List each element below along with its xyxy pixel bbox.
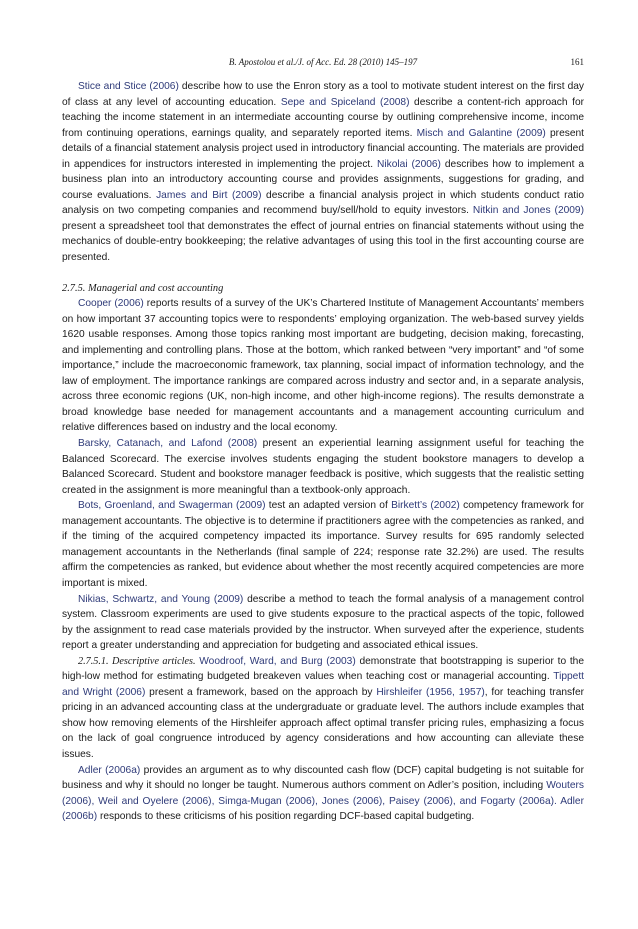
article-body: [62, 79, 584, 825]
journal-citation: B. Apostolou et al./J. of Acc. Ed. 28 (2010) 145–197: [228, 57, 418, 67]
citation-link[interactable]: Cooper (2006): [78, 298, 144, 310]
citation-link[interactable]: Nikolai (2006): [377, 158, 441, 170]
subsection-heading-descriptive-articles: 2.7.5.1. Descriptive articles.: [78, 655, 196, 667]
page-number: 161: [570, 57, 584, 67]
paragraph-bots: Bots, Groenland, and Swagerman (2009) test an adapted version of Birkett’s (2002) competency framework for management accountants. The objective is to determine if practitioners agree with the competencies as ranked, and if the timing of the acquired competency impacted its importance. Survey results for 695 randomly selected management accountants in the Netherlands (final sample of 224; response rate 32.2%) are used. The results affirm the competencies as ranked, but evidence about whether the most recently acquired competencies are more important is mixed.: [62, 500, 585, 589]
citation-link[interactable]: Nitkin and Jones (2009): [472, 205, 584, 217]
citation-link[interactable]: Woodroof, Ward, and Burg (2003): [199, 655, 356, 667]
section-heading-managerial-cost: 2.7.5. Managerial and cost accounting: [62, 282, 224, 294]
citation-link[interactable]: Hirshleifer (1956, 1957): [376, 686, 485, 698]
citation-link[interactable]: James and Birt (2009): [156, 189, 262, 201]
citation-link[interactable]: Wouters (2006), Weil and Oyelere (2006), Simga-Mugan (2006), Jones (2006), Paisey (2006), and Fogarty (2006a).: [62, 780, 584, 807]
paragraph-barsky: Barsky, Catanach, and Lafond (2008) present an experiential learning assignment useful for teaching the Balanced Scorecard. The exercise involves students engaging the student bookstore managers to develop a Balanced Scorecard. Student and bookstore manager feedback is positive, which suggests that the realistic setting created in the assignment is more meaningful than a textbook-only approach.: [62, 438, 584, 496]
citation-link[interactable]: Adler (2006b): [62, 795, 584, 823]
citation-link[interactable]: Stice and Stice (2006): [78, 81, 179, 92]
citation-link[interactable]: Misch and Galantine (2009): [416, 127, 546, 139]
citation-link[interactable]: Bots, Groenland, and Swagerman (2009): [78, 500, 266, 512]
citation-link[interactable]: Nikias, Schwartz, and Young (2009): [78, 593, 244, 605]
paragraph-nikias: Nikias, Schwartz, and Young (2009) describe a method to teach the formal analysis of a management control system. Classroom experiments are used to give students exposure to the practical aspects of the topic, followed by the assignment to read case materials provided by the instructor. When surveyed after the experience, students report a greater understanding and appreciation for budgeting and associated ethical issues.: [62, 593, 584, 652]
paragraph-descriptive-articles: 2.7.5.1. Descriptive articles. Woodroof, Ward, and Burg (2003) demonstrate that bootstrapping is superior to the high-low method for estimating budgeted breakeven values when teaching cost or managerial accounting. Tippett and Wright (2006) present a framework, based on the approach by Hirshleifer (1956, 1957), for teaching transfer pricing in an advanced accounting class at the undergraduate or graduate level. The authors include examples that show how removing elements of the Hirshleifer approach affect optimal transfer pricing rules, emphasizing a focus on the lack of goal congruence introduced by agency considerations and how accounting can alleviate these issues.: [62, 655, 585, 760]
citation-link[interactable]: Birkett’s (2002): [391, 500, 460, 512]
citation-link[interactable]: Tippett and Wright (2006): [62, 671, 584, 698]
paragraph-adler: Adler (2006a) provides an argument as to why discounted cash flow (DCF) capital budgeting is not suitable for business and why it should no longer be taught. Numerous authors comment on Adler’s position, including Wouters (2006), Weil and Oyelere (2006), Simga-Mugan (2006), Jones (2006), Paisey (2006), and Fogarty (2006a). Adler (2006b) responds to these criticisms of his position regarding DCF-based capital budgeting.: [62, 764, 584, 823]
citation-link[interactable]: Barsky, Catanach, and Lafond (2008): [78, 438, 258, 450]
paragraph-cooper: Cooper (2006) reports results of a survey of the UK’s Chartered Institute of Management Accountants’ members on how important 37 accounting topics were to respondents’ employing organization. The web-based survey yields 1620 usable responses. Among those topics ranking most important are budgeting, decision making, forecasting, and implementing and controlling plans. Those at the bottom, which ranked between “very important” and “of some importance,” include the macroeconomic framework, tax planning, social impact of information technology, and the law of employment. The importance rankings are compared across industry and sector and, in a separate analysis, across three economic regions (UK, non-high income, and other high-income regions). The results demonstrate a broad knowledge base needed for management accountants and a management accounting curriculum and relative differences based on industry and the local economy.: [62, 298, 584, 434]
citation-link[interactable]: Adler (2006a): [78, 764, 141, 776]
paragraph-financial-accounting: Stice and Stice (2006) describe how to use the Enron story as a tool to motivate student interest on the first day of class at any level of accounting education. Sepe and Spiceland (2008) describe a content-rich approach for teaching the income statement in an intermediate accounting course by outlining comprehensive income, income from continuing operations, earnings quality, and separately reported items. Misch and Galantine (2009) present details of a financial statement analysis project used in introductory financial accounting. The materials are provided in appendices for instructors interested in implementing the project. Nikolai (2006) describes how to implement a business plan into an introductory accounting course and provides assignments, suggestions for grading, and course evaluations. James and Birt (2009) describe a financial analysis project in which students conduct ratio analysis on two competing companies and recommend buy/sell/hold to equity investors. Nitkin and Jones (2009) present a spreadsheet tool that demonstrates the effect of journal entries on financial statements without using the mechanics of double-entry bookkeeping; the relative advantages of using this tool in the first accounting course are presented.: [62, 81, 585, 264]
citation-link[interactable]: Sepe and Spiceland (2008): [280, 96, 410, 108]
running-header: [62, 55, 584, 69]
